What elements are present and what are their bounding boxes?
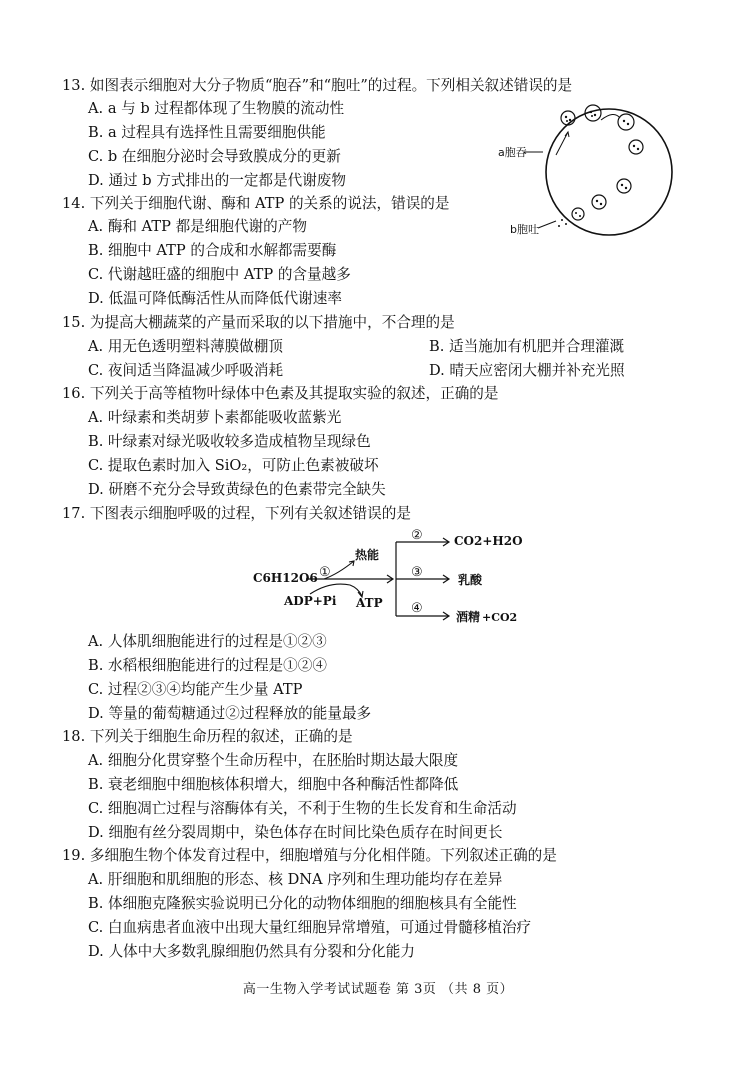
q14-option-d: D. 低温可降低酶活性从而降低代谢速率 [88,290,342,307]
q13-option-c: C. b 在细胞分泌时会导致膜成分的更新 [88,148,341,165]
q18-option-b: B. 衰老细胞中细胞核体积增大，细胞中各种酶活性都降低 [88,776,459,793]
vesicle-deep [629,140,643,154]
q19-option-a: A. 肝细胞和肌细胞的形态、核 DNA 序列和生理功能均存在差异 [88,871,503,888]
q15-option-a: A. 用无色透明塑料薄膜做棚顶 [88,338,283,355]
q14-option-a: A. 酶和 ATP 都是细胞代谢的产物 [88,218,307,235]
q15-option-b: B. 适当施加有机肥并合理灌溉 [429,338,625,355]
step-1-number: ① [319,565,331,580]
product-ethanol: 酒精 [456,610,481,624]
respiration-diagram [250,528,540,628]
heat-label: 热能 [355,548,380,562]
q19-option-d: D. 人体中大多数乳腺细胞仍然具有分裂和分化能力 [88,943,415,960]
q17-option-a: A. 人体肌细胞能进行的过程是①②③ [88,633,327,650]
q19-option-b: B. 体细胞克隆猴实验说明已分化的动物体细胞的细胞核具有全能性 [88,895,517,912]
q13-option-b: B. a 过程具有选择性且需要细胞供能 [88,124,326,141]
question-19-stem: 19. 多细胞生物个体发育过程中，细胞增殖与分化相伴随。下列叙述正确的是 [62,847,557,864]
q17-option-d: D. 等量的葡萄糖通过②过程释放的能量最多 [88,705,372,722]
q16-option-d: D. 研磨不充分会导致黄绿色的色素带完全缺失 [88,481,386,498]
question-15-stem: 15. 为提高大棚蔬菜的产量而采取的以下措施中，不合理的是 [62,314,455,331]
step-2-number: ② [411,528,423,543]
step-3-number: ③ [411,565,423,580]
q13-option-d: D. 通过 b 方式排出的一定都是代谢废物 [88,172,346,189]
product-co2: +CO2 [482,611,518,624]
endocytosis-exocytosis-figure [496,100,676,240]
vesicle-inside [618,114,634,130]
label-b-exocytosis: b胞吐 [510,223,539,236]
cell-membrane [546,109,672,235]
glucose-label: C6H12O6 [253,571,318,585]
question-14-stem: 14. 下列关于细胞代谢、酶和 ATP 的关系的说法，错误的是 [62,195,450,212]
q18-option-a: A. 细胞分化贯穿整个生命历程中，在胚胎时期达最大限度 [88,752,459,769]
q15-option-c: C. 夜间适当降温减少呼吸消耗 [88,362,284,379]
question-17-stem: 17. 下图表示细胞呼吸的过程，下列有关叙述错误的是 [62,505,411,522]
adp-pi-label: ADP+Pi [284,594,337,608]
product-lactic-acid: 乳酸 [458,573,483,587]
q17-option-b: B. 水稻根细胞能进行的过程是①②④ [88,657,327,674]
atp-label: ATP [356,596,383,610]
product-co2-h2o: CO2+H2O [454,534,523,548]
vesicle-forming [561,111,575,125]
q13-option-a: A. a 与 b 过程都体现了生物膜的流动性 [88,100,345,117]
step-4-number: ④ [411,601,423,616]
q14-option-b: B. 细胞中 ATP 的合成和水解都需要酶 [88,242,337,259]
q15-option-d: D. 晴天应密闭大棚并补充光照 [429,362,625,379]
q17-option-c: C. 过程②③④均能产生少量 ATP [88,681,303,698]
q16-option-b: B. 叶绿素对绿光吸收较多造成植物呈现绿色 [88,433,371,450]
q19-option-c: C. 白血病患者血液中出现大量红细胞异常增殖，可通过骨髓移植治疗 [88,919,532,936]
pointer-b [538,221,556,228]
label-a-endocytosis: a胞吞 [498,146,527,159]
q16-option-a: A. 叶绿素和类胡萝卜素都能吸收蓝紫光 [88,409,342,426]
question-18-stem: 18. 下列关于细胞生命历程的叙述，正确的是 [62,728,353,745]
page-footer: 高一生物入学考试试题卷 第 3页 （共 8 页） [242,982,514,997]
question-13-stem: 13. 如图表示细胞对大分子物质“胞吞”和“胞吐”的过程。下列相关叙述错误的是 [62,77,573,94]
q18-option-c: C. 细胞凋亡过程与溶酶体有关，不利于生物的生长发育和生命活动 [88,800,517,817]
q18-option-d: D. 细胞有丝分裂周期中，染色体存在时间比染色质存在时间更长 [88,824,503,841]
q14-option-c: C. 代谢越旺盛的细胞中 ATP 的含量越多 [88,266,351,283]
question-16-stem: 16. 下列关于高等植物叶绿体中色素及其提取实验的叙述，正确的是 [62,385,499,402]
cell-diagram [496,100,676,240]
q16-option-c: C. 提取色素时加入 SiO₂，可防止色素被破坏 [88,457,379,474]
